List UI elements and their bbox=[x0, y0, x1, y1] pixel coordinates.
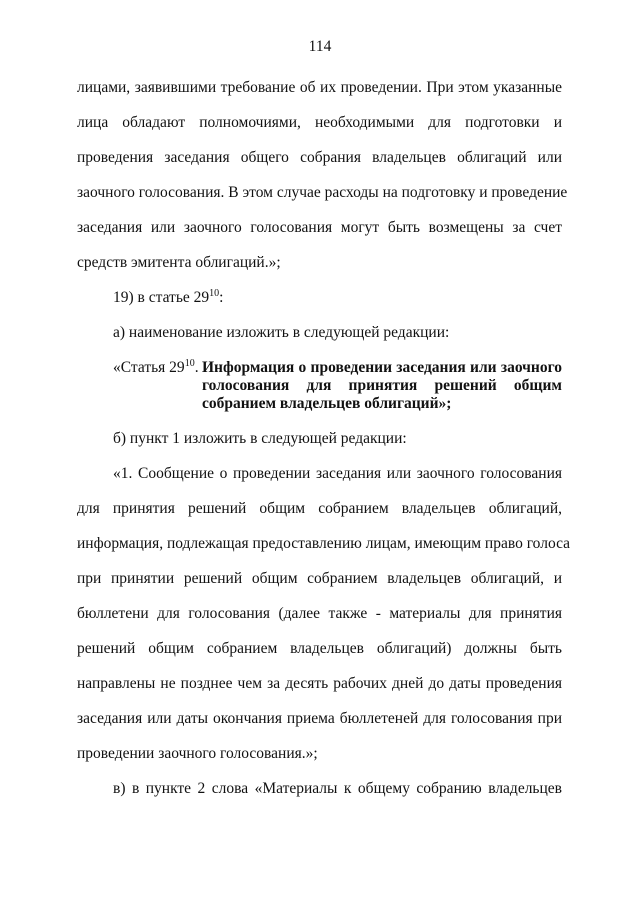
text-line: информация, подлежащая предоставлению лицам, имеющим право голоса bbox=[77, 535, 571, 552]
list-item-19-text: 19) в статье 29 bbox=[113, 289, 210, 306]
list-item-19 bbox=[113, 289, 562, 307]
text-line: заседания или даты окончания приема бюллетеней для голосования при bbox=[77, 710, 562, 727]
text-line: заседания или заочного голосования могут быть возмещены за счет bbox=[77, 219, 562, 236]
text-line: лицами, заявившими требование об их проведении. При этом указанные bbox=[77, 79, 562, 96]
text-line: проведении заочного голосования.»; bbox=[77, 745, 318, 762]
text-line: лица обладают полномочиями, необходимыми для подготовки и bbox=[77, 114, 562, 131]
text-line: бюллетени для голосования (далее также - материалы для принятия bbox=[77, 605, 562, 622]
text-line: решений общим собранием владельцев облигаций) должны быть bbox=[77, 640, 562, 657]
text-line: проведения заседания общего собрания владельцев облигаций или bbox=[77, 149, 562, 166]
article-title-line: голосования для принятия решений общим bbox=[202, 377, 562, 394]
text-line: при принятии решений общим собранием владельцев облигаций, и bbox=[77, 570, 562, 587]
list-item-v: в) в пункте 2 слова «Материалы к общему собранию владельцев bbox=[113, 780, 562, 797]
list-item-b: б) пункт 1 изложить в следующей редакции: bbox=[113, 430, 407, 447]
list-item-a: а) наименование изложить в следующей редакции: bbox=[113, 324, 450, 341]
text-line: направлены не позднее чем за десять рабочих дней до даты проведения bbox=[77, 675, 562, 692]
superscript: 10 bbox=[209, 288, 220, 299]
article-label bbox=[113, 359, 199, 377]
superscript: 10 bbox=[184, 358, 195, 369]
list-item-19-suffix: : bbox=[219, 289, 224, 306]
text-line: «1. Сообщение о проведении заседания или заочного голосования bbox=[113, 465, 562, 482]
article-label-suffix: . bbox=[194, 359, 199, 376]
text-line: средств эмитента облигаций.»; bbox=[77, 254, 281, 271]
article-title-line: Информация о проведении заседания или заочного bbox=[202, 359, 562, 376]
page-number: 114 bbox=[308, 38, 332, 55]
article-label-text: «Статья 29 bbox=[113, 359, 185, 376]
article-title-line: собранием владельцев облигаций»; bbox=[202, 395, 452, 412]
text-line: заочного голосования. В этом случае расходы на подготовку и проведение bbox=[77, 184, 568, 201]
text-line: для принятия решений общим собранием владельцев облигаций, bbox=[77, 500, 562, 517]
